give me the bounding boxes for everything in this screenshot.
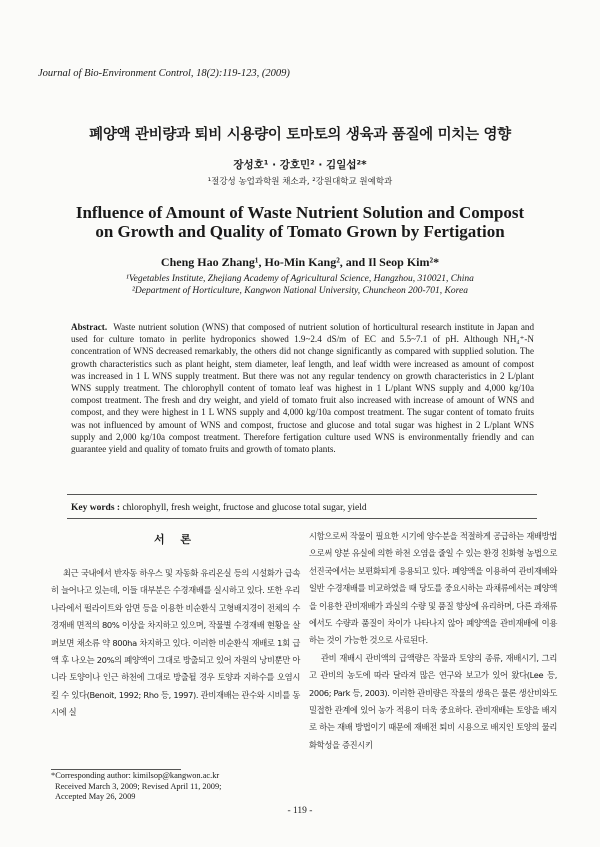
keywords — [71, 503, 541, 513]
received-revised-dates: Received March 3, 2009; Revised April 11, 2009; — [55, 781, 222, 791]
abstract-label: Abstract. — [71, 322, 108, 332]
english-title-line-1: Influence of Amount of Waste Nutrient Solution and Compost — [75, 203, 525, 222]
korean-authors: 장성호¹ · 강호민² · 김일섭²* — [233, 159, 367, 171]
english-affiliations — [0, 273, 600, 297]
affiliation-1: ¹Vegetables Institute, Zhejiang Academy of Agricultural Science, Hangzhou, 310021, China — [126, 274, 474, 284]
corresponding-author: *Corresponding author: kimilsop@kangwon.ac.kr — [51, 771, 220, 780]
divider-bottom — [67, 518, 537, 519]
english-title — [0, 203, 600, 241]
abstract-text: Waste nutrient solution (WNS) that composed of nutrient solution of horticultural research institute in Japan and used for culture tomato in perlite hydroponics showed 1.9~2.4 dS/m of EC and 5.5~7.1 of pH. Although NH₄⁺-N concentration of WNS decreased remarkably, the others did not change significantly as compared with supplied solution. The growth characteristics such as plant height, stem diameter, leaf length, and leaf width were increased as amount of compost was increased in 1 L WNS supply treatment. But there was not any regular tendency on growth characteristics in 2 L/plant WNS supply treatment. The chlorophyll content of tomato leaf was highest in 1 L/plant WNS supply and 4,000 kg/10a compost treatment. The fresh and dry weight, and yield of tomato fruit also increased with increase of amount of WNS and compost, and they were highest in 1 L WNS supply and 4,000 kg/10a compost treatment. The sugar content of tomato fruits was not influenced by amount of WNS and compost, fructose and glucose and total sugar was highest in 2 L/plant WNS supply and 2,000 kg/10a compost treatment. Therefore fertigation culture used WNS is environmentally friendly and can guarantee yield and quality of tomato fruits and growth of tomato plants. — [71, 322, 534, 455]
english-authors: Cheng Hao Zhang¹, Ho-Min Kang², and Il Seop Kim²* — [160, 255, 440, 269]
divider-top — [67, 494, 537, 495]
section-heading-introduction: 서 론 — [153, 533, 198, 546]
body-paragraph: 최근 국내에서 반자동 하우스 및 자동화 유리온실 등의 시설화가 급속히 늘어나고 있는데, 이들 대부분은 수경재배를 실시하고 있다. 또한 우리나라에서 펄라이트와 암면 등을 이용한 비순환식 고형배지경이 전체의 수경재배 면적의 80% 이상을 차지하고 있으며, 작물별 수경재배 현황을 살펴보면 채소류 약 800ha 차지하고 있다. 이러한 비순환식 재배로 1회 급액 후 나오는 20%의 폐양액이 그대로 방출되고 있어 자원의 낭비뿐만 아니라 토양이나 인근 하천에 그대로 방출될 경우 토양과 지하수를 오염시킬 수 있다(Benoit, 1992; Rho 등, 1997). 관비재배는 관수와 시비를 동시에 실 — [51, 568, 300, 718]
body-column-right — [309, 528, 557, 754]
affiliation-2: ²Department of Horticulture, Kangwon National University, Chuncheon 200-701, Korea — [132, 286, 468, 296]
accepted-date: Accepted May 26, 2009 — [55, 792, 136, 802]
body-paragraph: 시함으로써 작물이 필요한 시기에 양수분을 적절하게 공급하는 재배방법으로써 양분 유실에 의한 하천 오염을 줄일 수 있는 환경 친화형 농법으로 선진국에서는 보편화되게 응용되고 있다. 폐양액을 이용하여 관비재배와 일반 수경재배를 비교하였을 때 당도를 중요시하는 과채류에서는 폐양액을 이용한 관비재배가 과실의 수량 및 품질 향상에 유리하며, 다른 과채류에서도 수량과 품질이 차이가 나타나지 않아 폐양액을 관비재배에 이용하는 것이 가능한 것으로 사료된다. — [309, 531, 557, 646]
keywords-text: chlorophyll, fresh weight, fructose and glucose total sugar, yield — [122, 503, 367, 513]
korean-affiliation: ¹절강성 농업과학원 채소과, ²강원대학교 원예학과 — [207, 177, 393, 187]
keywords-label: Key words : — [71, 503, 121, 513]
footnote — [51, 771, 311, 803]
footnote-divider — [51, 769, 181, 770]
korean-title: 폐양액 관비량과 퇴비 시용량이 토마토의 생육과 품질에 미치는 영향 — [89, 127, 511, 143]
body-column-left — [51, 565, 300, 722]
page-number: - 119 - — [287, 806, 313, 816]
journal-citation: Journal of Bio-Environment Control, 18(2):119-123, (2009) — [38, 68, 290, 79]
english-title-line-2: on Growth and Quality of Tomato Grown by Fertigation — [95, 222, 505, 241]
abstract — [71, 321, 534, 455]
body-paragraph: 관비 재배시 관비액의 급액량은 작물과 토양의 종류, 재배시기, 그리고 관비의 농도에 따라 달라져 많은 연구와 보고가 있어 왔다(Lee 등, 2006; Park 등, 2003). 이러한 관비량은 작물의 생육은 물론 생산비와도 밀접한 관계에 있어 농가 적용이 더욱 중요하다. 관비재배는 토양을 배지로 하는 재배 방법이기 때문에 재배전 퇴비 시용으로 배지인 토양의 물리 화학성을 증진시키 — [309, 652, 557, 750]
